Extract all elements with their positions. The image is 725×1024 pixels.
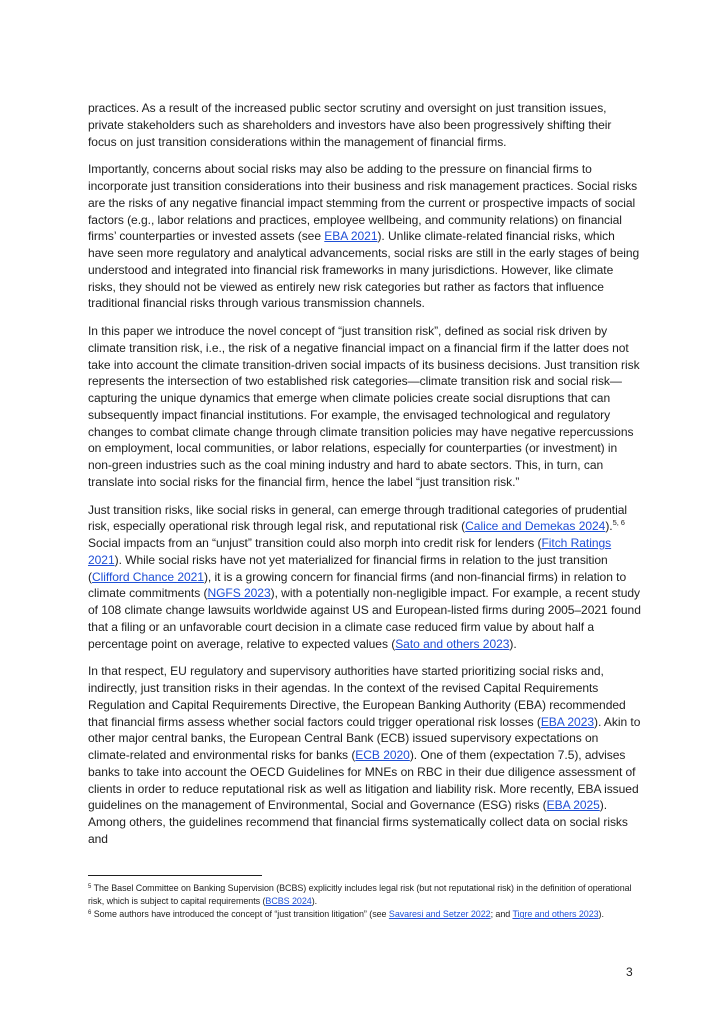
paragraph <box>88 502 641 653</box>
paragraph <box>88 663 641 847</box>
text-run: ). One of them (expectation 7.5), advises banks to take into account the OECD Guidelines for MNEs on RBC in their due diligence assessment of clients in order to reduce reputational risk as well as litigation and liability risk. More recently, EBA issued guidelines on the management of Environmental, Social and Governance (ESG) risks ( <box>88 748 639 813</box>
text-run: ). While social risks have not yet materialized for financial firms in relation to the just transition ( <box>88 552 608 584</box>
citation-link[interactable]: Savaresi and Setzer 2022 <box>388 909 491 920</box>
text-run: ). <box>598 909 604 920</box>
text-run: In this paper we introduce the novel concept of “just transition risk”, defined as social risk driven by climate transition risk, i.e., the risk of a negative financial impact on a financial firm if the latter does not take into account the climate transition-driven social impacts of its business decisions. Just transition risk represents the intersection of two established risk categories—climate transition risk and social risk—capturing the unique dynamics that emerge when climate policies create social disruptions that can subsequently impact financial institutions. For example, the envisaged technological and regulatory changes to combat climate change through climate transition policies may have negative repercussions on employment, local communities, or labor relations, especially for counterparties (or investment) in non-green industries such as the coal mining industry and hard to abate sectors. This, in turn, can translate into social risks for the financial firm, hence the label “just transition risk.” <box>88 324 640 489</box>
citation-link[interactable]: Fitch Ratings 2021 <box>88 536 612 567</box>
footnote-divider <box>88 875 262 876</box>
text-run: Just transition risks, like social risks in general, can emerge through traditional categories of prudential risk, especially operational risk through legal risk, and reputational risk ( <box>88 502 627 534</box>
text-run: ). Akin to other major central banks, the European Central Bank (ECB) issued supervisory expectations on climate-related and environmental risks for banks ( <box>88 714 641 762</box>
text-run: ). <box>605 519 613 534</box>
footnote-marker: 6 <box>88 910 92 917</box>
citation-link[interactable]: EBA 2021 <box>324 229 378 244</box>
text-run: practices. As a result of the increased public sector scrutiny and oversight on just transition issues, private stakeholders such as shareholders and investors have also been progressively shifting their focus on just transition considerations within the management of financial firms. <box>88 101 612 149</box>
text-run: ), with a potentially non-negligible impact. For example, a recent study of 108 climate change lawsuits worldwide against US and European-listed firms during 2005–2021 found that a filing or an unfavorable court decision in a climate case reduced firm value by about half a percentage point on average, relative to expected values ( <box>88 586 641 651</box>
text-run: ). <box>311 896 318 907</box>
paragraph <box>88 323 641 491</box>
footnote <box>88 882 641 908</box>
citation-link[interactable]: Calice and Demekas 2024 <box>465 519 606 534</box>
paragraph <box>88 100 641 150</box>
text-run: Importantly, concerns about social risks may also be adding to the pressure on financial firms to incorporate just transition considerations into their business and risk management practices. Social risks are the risks of any negative financial impact stemming from the current or prospective impacts of social factors (e.g., labor relations and practices, employee wellbeing, and community relations) on financial firms’ counterparties or invested assets (see <box>88 162 638 244</box>
citation-link[interactable]: BCBS 2024 <box>265 896 312 907</box>
citation-link[interactable]: ECB 2020 <box>355 748 410 762</box>
text-run: In that respect, EU regulatory and supervisory authorities have started prioritizing social risks and, indirectly, just transition risks in their agendas. In the context of the revised Capital Requirements Regulation and Capital Requirements Directive, the European Banking Authority (EBA) recommended that financial firms assess whether social factors could trigger operational risk losses ( <box>88 664 626 729</box>
paragraph <box>88 161 641 312</box>
citation-link[interactable]: EBA 2023 <box>540 714 594 729</box>
page-number: 3 <box>626 965 633 979</box>
body-text <box>88 100 641 859</box>
citation-link[interactable]: Clifford Chance 2021 <box>91 569 204 584</box>
text-run: ). <box>509 636 517 651</box>
text-run: Some authors have introduced the concept of “just transition litigation” (see <box>91 909 389 920</box>
text-run: The Basel Committee on Banking Supervision (BCBS) explicitly includes legal risk (but not reputational risk) in the definition of operational risk, which is subject to capital requirements ( <box>88 883 632 907</box>
citation-link[interactable]: Tigre and others 2023 <box>512 909 599 920</box>
footnote-marker: 5, 6 <box>612 518 625 528</box>
footnote <box>88 908 641 921</box>
text-run: Social impacts from an “unjust” transition could also morph into credit risk for lenders ( <box>88 536 542 550</box>
text-run: ), it is a growing concern for financial firms (and non-financial firms) in relation to climate commitments ( <box>88 569 627 601</box>
citation-link[interactable]: EBA 2025 <box>546 798 600 813</box>
text-run: ). Unlike climate-related financial risks, which have seen more regulatory and analytical advancements, social risks are still in the early stages of being understood and integrated into financial risk frameworks in many jurisdictions. However, like climate risks, they should not be viewed as entirely new risk categories but rather as factors that influence traditional financial risks through various transmission channels. <box>88 229 640 311</box>
citation-link[interactable]: NGFS 2023 <box>207 586 271 601</box>
text-run: ; and <box>490 909 513 920</box>
footnote-marker: 5 <box>88 884 92 890</box>
text-run: ). Among others, the guidelines recommend that financial firms systematically collect data on social risks and <box>88 798 628 846</box>
citation-link[interactable]: Sato and others 2023 <box>395 636 510 651</box>
footnotes <box>88 882 641 921</box>
